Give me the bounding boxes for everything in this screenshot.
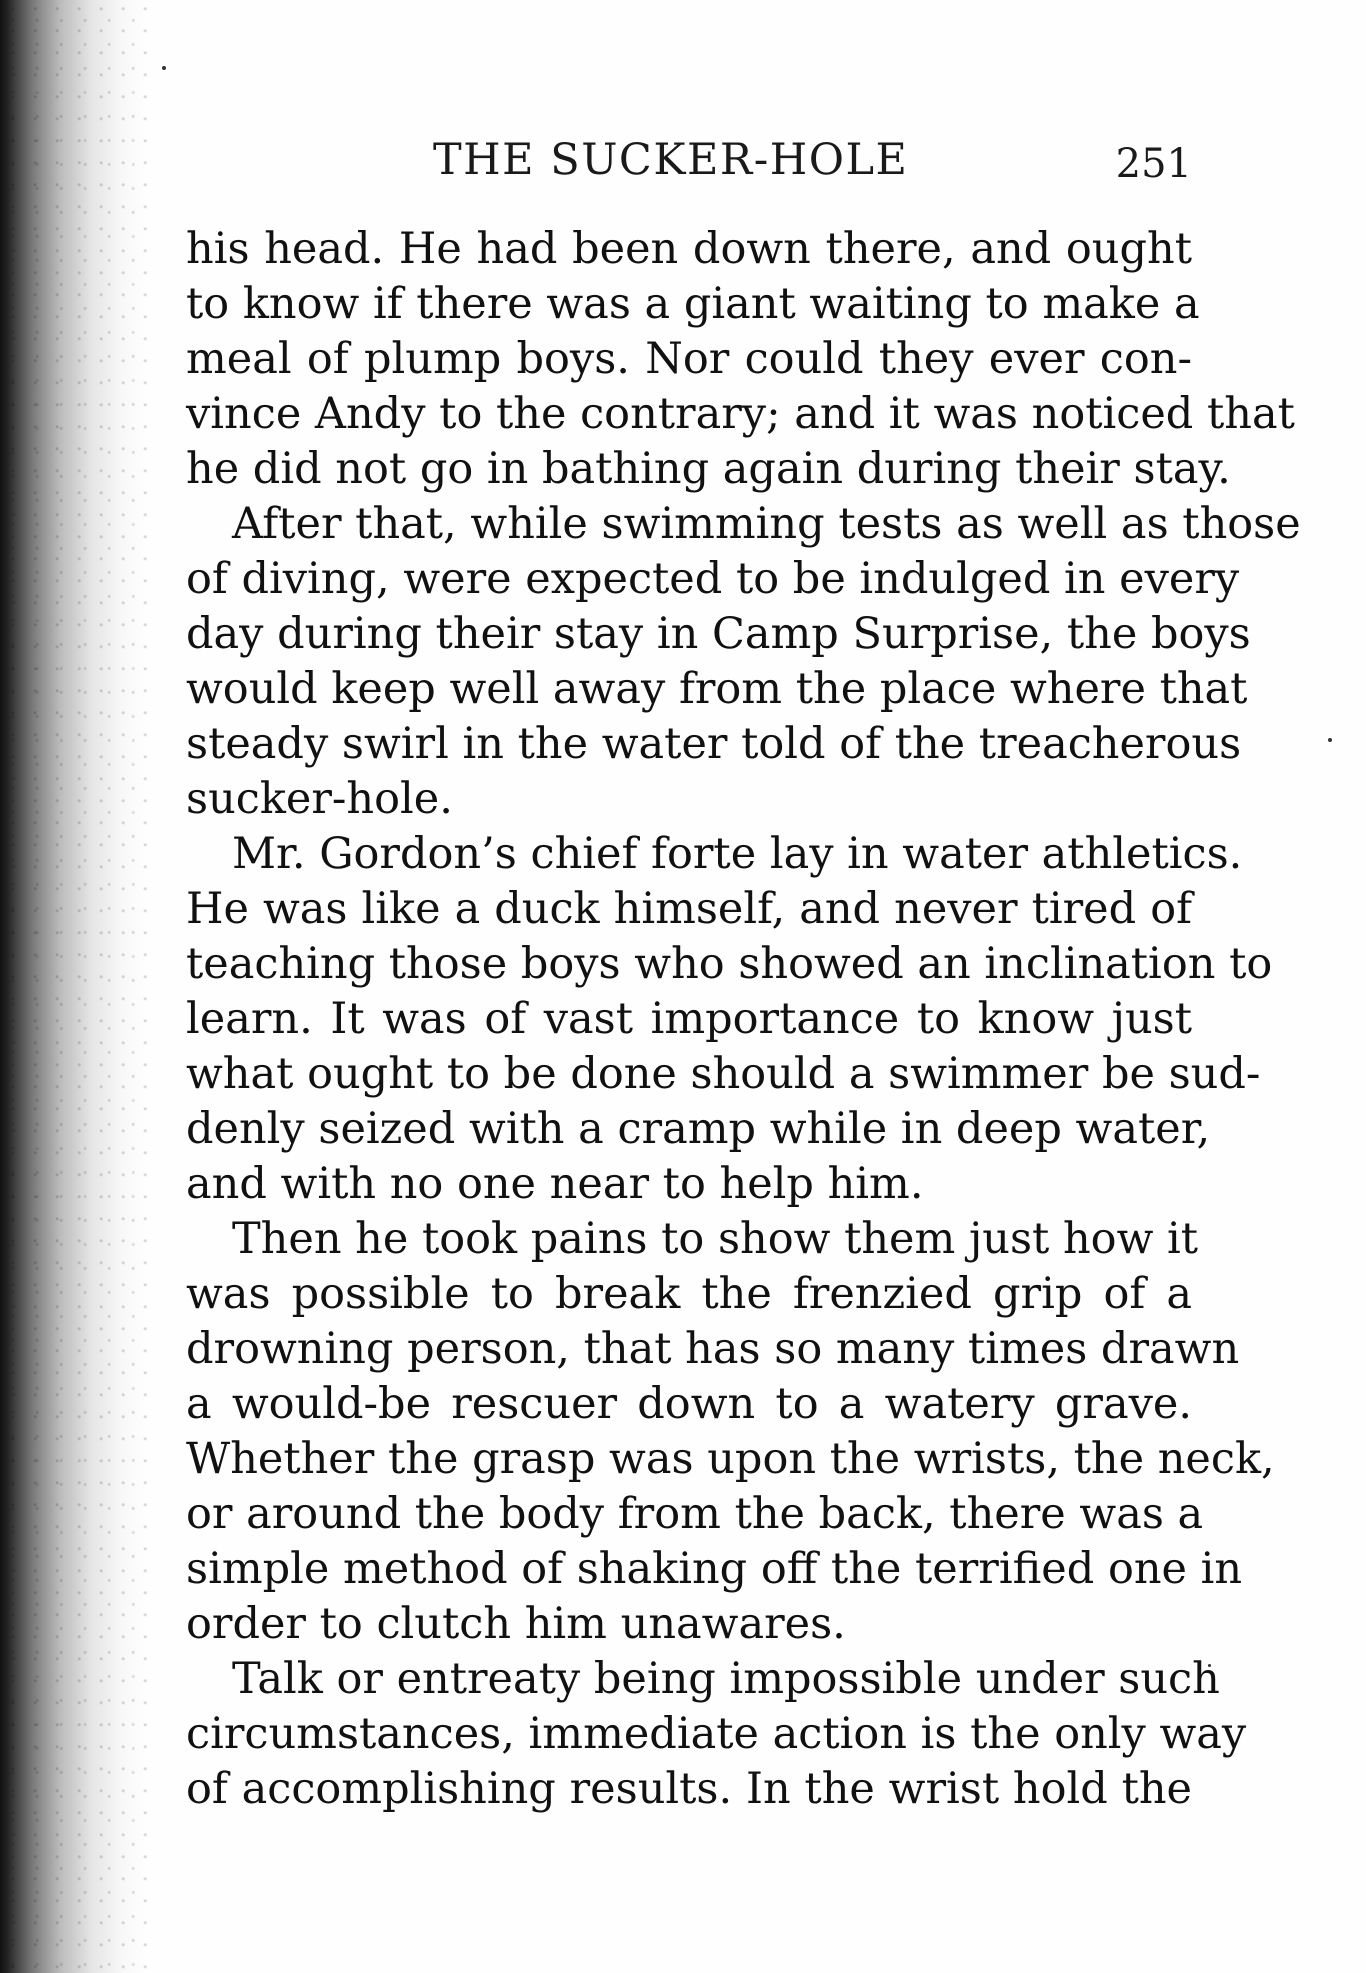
paragraph-first-line: Then he took pains to show them just how it: [232, 1214, 1199, 1264]
text-line: his head. He had been down there, and ought: [186, 224, 1192, 274]
text-line: denly seized with a cramp while in deep water,: [186, 1104, 1211, 1154]
binding-gutter-shadow: [0, 0, 150, 1973]
text-line: sucker-hole.: [186, 774, 453, 824]
page-header: [186, 135, 1192, 187]
page-number: 251: [1115, 141, 1192, 187]
text-line: drowning person, that has so many times drawn: [186, 1324, 1240, 1374]
paragraph-first-line: After that, while swimming tests as well as those: [232, 499, 1301, 549]
text-line: learn. It was of vast importance to know just: [186, 994, 1192, 1044]
text-line: circumstances, immediate action is the only way: [186, 1709, 1247, 1759]
text-line: a would-be rescuer down to a watery grave.: [186, 1379, 1192, 1429]
text-line: He was like a duck himself, and never tired of: [186, 884, 1192, 934]
text-line: what ought to be done should a swimmer be sud-: [186, 1049, 1261, 1099]
text-line: meal of plump boys. Nor could they ever con-: [186, 334, 1192, 384]
text-line: teaching those boys who showed an inclination to: [186, 939, 1273, 989]
running-head: THE SUCKER-HOLE: [433, 135, 909, 185]
text-line: to know if there was a giant waiting to make a: [186, 279, 1200, 329]
text-line: of accomplishing results. In the wrist hold the: [186, 1764, 1192, 1814]
text-line: would keep well away from the place where that: [186, 664, 1248, 714]
body-text: [186, 222, 1301, 1817]
text-line: he did not go in bathing again during their stay.: [186, 444, 1231, 494]
text-line: simple method of shaking off the terrified one in: [186, 1544, 1243, 1594]
paragraph-first-line: Mr. Gordon’s chief forte lay in water athletics.: [232, 829, 1243, 879]
text-line: was possible to break the frenzied grip of a: [186, 1269, 1192, 1319]
text-line: steady swirl in the water told of the treacherous: [186, 719, 1242, 769]
text-line: Whether the grasp was upon the wrists, the neck,: [186, 1434, 1275, 1484]
text-line: of diving, were expected to be indulged in every: [186, 554, 1240, 604]
scan-speck: [1328, 738, 1332, 742]
text-line: order to clutch him unawares.: [186, 1599, 846, 1649]
paragraph-first-line: Talk or entreaty being impossible under such: [232, 1654, 1220, 1704]
text-line: day during their stay in Camp Surprise, the boys: [186, 609, 1251, 659]
text-line: and with no one near to help him.: [186, 1159, 924, 1209]
text-line: or around the body from the back, there was a: [186, 1489, 1204, 1539]
scan-speck: [162, 66, 166, 70]
text-line: vince Andy to the contrary; and it was noticed that: [186, 389, 1295, 439]
